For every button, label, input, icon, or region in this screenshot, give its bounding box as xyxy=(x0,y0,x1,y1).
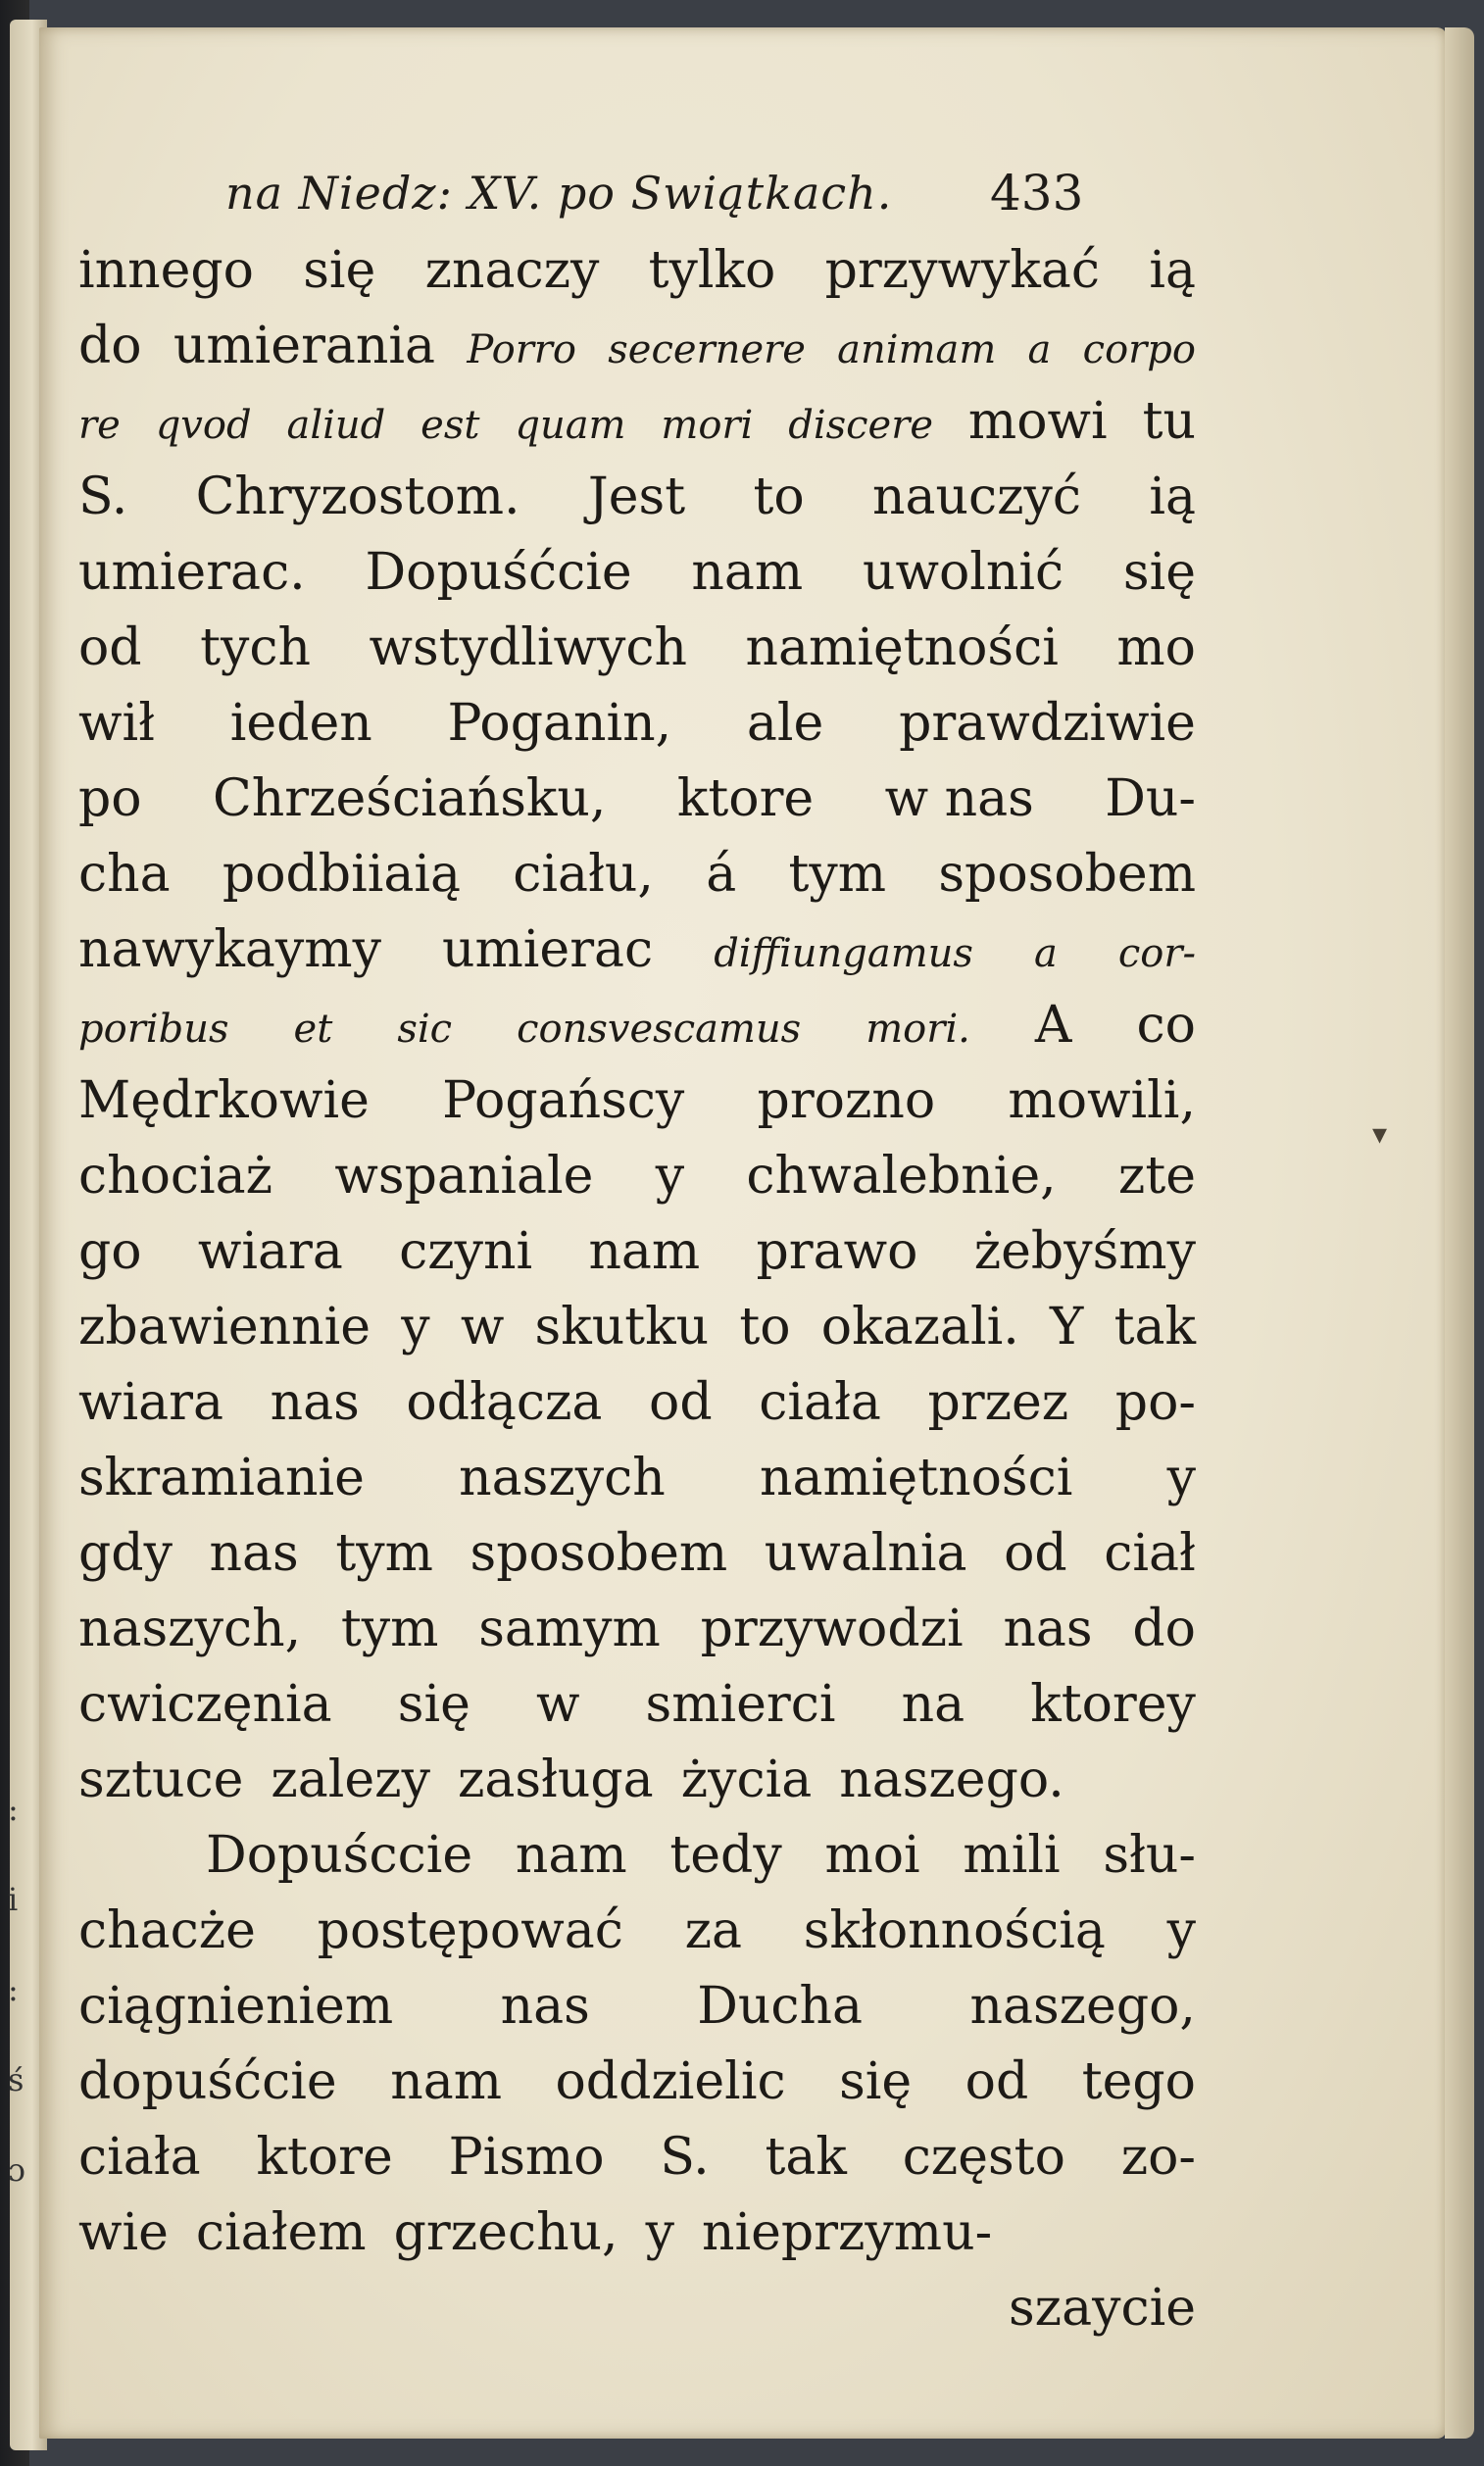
word: po xyxy=(78,769,142,828)
text-line xyxy=(78,1214,1196,1290)
word: umierac. xyxy=(78,543,306,602)
word: ciała xyxy=(78,2128,201,2187)
word: tym xyxy=(335,1524,433,1583)
word: cor- xyxy=(1117,931,1196,976)
word: tych xyxy=(200,618,311,677)
word: od xyxy=(649,1373,713,1432)
word: przez xyxy=(927,1373,1069,1432)
page-number: 433 xyxy=(990,165,1084,222)
word: ią xyxy=(1149,241,1196,300)
word: naszego, xyxy=(969,1977,1196,2036)
text-line xyxy=(78,2271,1196,2346)
word: sztuce xyxy=(78,1751,244,1809)
word: wie xyxy=(78,2203,169,2262)
word: secernere xyxy=(608,327,806,372)
word: cha xyxy=(78,845,171,904)
word: w xyxy=(535,1675,580,1734)
word: nam xyxy=(515,1826,627,1885)
word: skramianie xyxy=(78,1449,365,1507)
word: zasługa xyxy=(457,1751,654,1809)
word: á xyxy=(706,845,737,904)
word: podbiiaią xyxy=(222,845,461,904)
word: nam xyxy=(588,1222,701,1281)
left-page-glyph: ɔ xyxy=(8,2151,25,2189)
text-line xyxy=(78,460,1196,535)
word: nam xyxy=(691,543,804,602)
text-line xyxy=(78,1667,1196,1743)
word: za xyxy=(684,1901,743,1960)
word: często xyxy=(902,2128,1065,2187)
word: A xyxy=(1034,996,1072,1055)
word: skutku xyxy=(534,1298,710,1356)
word: sic xyxy=(397,1007,453,1052)
word: odłącza xyxy=(406,1373,603,1432)
word: y xyxy=(655,1147,685,1206)
word: tak xyxy=(765,2128,847,2187)
text-line xyxy=(78,1743,1196,1818)
word: namiętności xyxy=(760,1449,1073,1507)
word: ią xyxy=(1149,468,1196,526)
word: zte xyxy=(1117,1147,1196,1206)
word: czyni xyxy=(399,1222,533,1281)
word: Chrześciańsku, xyxy=(213,769,607,828)
word: po- xyxy=(1114,1373,1196,1432)
word: zo- xyxy=(1120,2128,1196,2187)
word: go xyxy=(78,1222,142,1281)
text-line xyxy=(78,1365,1196,1441)
text-line xyxy=(78,2195,1196,2271)
word: mowili, xyxy=(1008,1071,1196,1130)
word: ciała xyxy=(759,1373,881,1432)
word: ktorey xyxy=(1030,1675,1196,1734)
word: żebyśmy xyxy=(973,1222,1196,1281)
text-line xyxy=(78,762,1196,837)
text-line xyxy=(78,988,1196,1063)
word: ale xyxy=(746,694,824,753)
left-page-glyph: ś xyxy=(8,2061,25,2098)
word: oddzielic xyxy=(555,2052,786,2111)
word: nauczyć xyxy=(871,468,1081,526)
word: naszych xyxy=(459,1449,666,1507)
word: przywykać xyxy=(824,241,1101,300)
word: skłonnością xyxy=(803,1901,1106,1960)
word: ciału, xyxy=(513,845,654,904)
word: y xyxy=(1166,1901,1196,1960)
word: do xyxy=(1132,1600,1196,1658)
word: się xyxy=(1122,543,1196,602)
word: w xyxy=(460,1298,505,1356)
word: Poganin, xyxy=(447,694,672,753)
word: Y xyxy=(1050,1298,1084,1356)
word: nam xyxy=(390,2052,503,2111)
word: Pismo xyxy=(448,2128,605,2187)
text-line xyxy=(78,1139,1196,1214)
word: chwalebnie, xyxy=(746,1147,1057,1206)
word: postępować xyxy=(317,1901,623,1960)
word: mowi xyxy=(967,392,1108,451)
word: wił xyxy=(78,694,155,753)
word: ktore xyxy=(676,769,815,828)
word: w nas xyxy=(884,769,1034,828)
running-header xyxy=(225,157,1206,235)
word: Jest xyxy=(587,468,686,526)
word: to xyxy=(739,1298,791,1356)
word: smierci xyxy=(645,1675,836,1734)
word: chociaż xyxy=(78,1147,273,1206)
word: Pogańscy xyxy=(442,1071,685,1130)
word: się xyxy=(839,2052,913,2111)
page-fore-edge xyxy=(1445,27,1474,2439)
word: znaczy xyxy=(424,241,600,300)
text-line xyxy=(78,837,1196,912)
word: się xyxy=(303,241,376,300)
word: a xyxy=(1033,931,1058,976)
word: S. xyxy=(660,2128,710,2187)
word: nas xyxy=(270,1373,360,1432)
word: innego xyxy=(78,241,254,300)
word: a xyxy=(1027,327,1052,372)
text-line xyxy=(78,611,1196,686)
word: et xyxy=(293,1007,333,1052)
word: od xyxy=(965,2052,1029,2111)
word: to xyxy=(753,468,805,526)
word: tu xyxy=(1142,392,1196,451)
word: animam xyxy=(837,327,997,372)
word: dopuśćcie xyxy=(78,2052,337,2111)
text-line xyxy=(78,1063,1196,1139)
word: okazali. xyxy=(820,1298,1019,1356)
word: przywodzi xyxy=(700,1600,964,1658)
word: tak xyxy=(1113,1298,1196,1356)
word: życia xyxy=(680,1751,813,1809)
text-line xyxy=(78,1969,1196,2045)
word: qvod xyxy=(155,403,252,448)
running-title: na Niedz: XV. po Swiątkach. xyxy=(225,167,893,220)
word: od xyxy=(1004,1524,1067,1583)
word: wstydliwych xyxy=(369,618,688,677)
word: aliud xyxy=(286,403,386,448)
word: Chryzostom. xyxy=(195,468,520,526)
word: chacże xyxy=(78,1901,256,1960)
text-line xyxy=(78,2120,1196,2195)
left-page-glyph: : xyxy=(8,1971,19,2008)
word: sposobem xyxy=(470,1524,728,1583)
word: umierac xyxy=(441,920,654,979)
word: Dopuśćcie xyxy=(365,543,632,602)
word: wiara xyxy=(197,1222,343,1281)
word: do xyxy=(78,317,142,375)
left-page-glyph: : xyxy=(8,1791,19,1828)
word: tym xyxy=(340,1600,439,1658)
text-line xyxy=(78,233,1196,309)
text-line xyxy=(78,1894,1196,1969)
word: y xyxy=(1166,1449,1196,1507)
word: naszego. xyxy=(839,1751,1064,1809)
word: gdy xyxy=(78,1524,173,1583)
word: namiętności xyxy=(745,618,1059,677)
word: słu- xyxy=(1103,1826,1196,1885)
word: poribus xyxy=(78,1007,229,1052)
word: re xyxy=(78,403,121,448)
word: od xyxy=(78,618,142,677)
text-line xyxy=(78,1592,1196,1667)
word: moi xyxy=(824,1826,920,1885)
word: mori. xyxy=(866,1007,970,1052)
word: się xyxy=(397,1675,470,1734)
word: naszych, xyxy=(78,1600,302,1658)
word: mori xyxy=(661,403,754,448)
word: diffiungamus xyxy=(714,931,973,976)
word: co xyxy=(1136,996,1196,1055)
word: Ducha xyxy=(697,1977,864,2036)
word: prawo xyxy=(756,1222,918,1281)
word: y xyxy=(401,1298,430,1356)
left-page-glyphs xyxy=(8,1764,37,2215)
word: Du- xyxy=(1105,769,1196,828)
word: prawdziwie xyxy=(899,694,1196,753)
word: ciągnieniem xyxy=(78,1977,394,2036)
word: uwolnić xyxy=(862,543,1064,602)
word: tedy xyxy=(669,1826,782,1885)
word: ciałem xyxy=(195,2203,367,2262)
word: prozno xyxy=(757,1071,936,1130)
text-line xyxy=(78,535,1196,611)
text-line xyxy=(78,384,1196,460)
word: ieden xyxy=(229,694,372,753)
word: mili xyxy=(963,1826,1061,1885)
word: uwalnia xyxy=(764,1524,967,1583)
word: cwiczęnia xyxy=(78,1675,332,1734)
word: nieprzymu- xyxy=(701,2203,993,2262)
word: y xyxy=(645,2203,674,2262)
word: tego xyxy=(1081,2052,1196,2111)
text-line xyxy=(78,2045,1196,2120)
word: nawykaymy xyxy=(78,920,381,979)
word: nas xyxy=(209,1524,299,1583)
word: zbawiennie xyxy=(78,1298,371,1356)
margin-mark: ▾ xyxy=(1372,1117,1388,1152)
word: szaycie xyxy=(1009,2279,1196,2338)
word: na xyxy=(901,1675,965,1734)
body-text xyxy=(78,233,1196,2346)
word: ktore xyxy=(256,2128,393,2187)
word: discere xyxy=(788,403,934,448)
text-line xyxy=(78,1441,1196,1516)
left-page-glyph: i xyxy=(8,1881,19,1918)
word: samym xyxy=(478,1600,661,1658)
word: Dopuśccie xyxy=(206,1826,473,1885)
word: consvescamus xyxy=(517,1007,802,1052)
text-line xyxy=(78,309,1196,384)
word: sposobem xyxy=(938,845,1196,904)
word: tylko xyxy=(648,241,776,300)
word: mo xyxy=(1116,618,1196,677)
text-line xyxy=(78,686,1196,762)
word: wiara xyxy=(78,1373,224,1432)
word: grzechu, xyxy=(393,2203,618,2262)
word: tym xyxy=(788,845,887,904)
word: nas xyxy=(500,1977,590,2036)
word: Porro xyxy=(467,327,577,372)
word: Mędrkowie xyxy=(78,1071,370,1130)
word: ciał xyxy=(1104,1524,1196,1583)
text-line xyxy=(78,1516,1196,1592)
word: quam xyxy=(515,403,626,448)
text-line xyxy=(78,1818,1196,1894)
text-line xyxy=(78,1290,1196,1365)
word: corpo xyxy=(1082,327,1196,372)
word: S. xyxy=(78,468,128,526)
word: umierania xyxy=(173,317,436,375)
text-line xyxy=(78,912,1196,988)
word: nas xyxy=(1003,1600,1093,1658)
word: est xyxy=(420,403,480,448)
word: wspaniale xyxy=(334,1147,594,1206)
word: zalezy xyxy=(271,1751,430,1809)
